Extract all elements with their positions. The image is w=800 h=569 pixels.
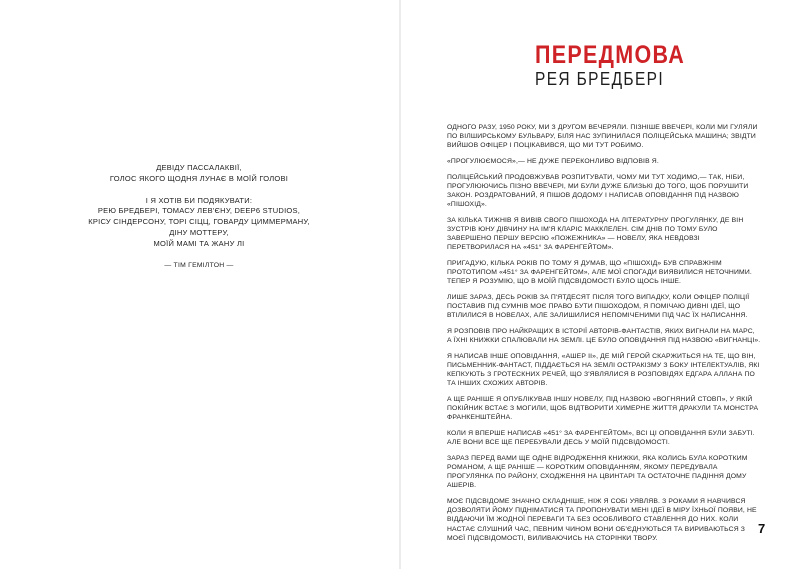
body-text bbox=[447, 123, 761, 549]
thanks-intro: І Я ХОТІВ БИ ПОДЯКУВАТИ: bbox=[145, 195, 253, 205]
paragraph: ПРИГАДУЮ, КІЛЬКА РОКІВ ПО ТОМУ Я ДУМАВ, ЩО «ПІШОХІД» БУВ СПРАВЖНІМ ПРОТОТИПОМ «451° ЗА ФАРЕНГЕЙТОМ», АЛЕ МОЇ СПОГАДИ ВИЯВИЛИСЯ НЕТОЧНИМИ. ТЕПЕР Я РОЗУМІЮ, ЩО В МОЇЙ ПІДСВІДОМОСТІ БУЛО ЩОСЬ ІНШЕ. bbox=[447, 260, 752, 286]
paragraph: ЛИШЕ ЗАРАЗ, ДЕСЬ РОКІВ ЗА П'ЯТДЕСЯТ ПІСЛЯ ТОГО ВИПАДКУ, КОЛИ ОФІЦЕР ПОЛІЦІЇ ПОСТАВИВ ПІД СУМНІВ МОЄ ПРАВО БУТИ ПІШОХОДОМ, Я ПОМІЧАЮ ДИВНІ ІДЕЇ, ЩО ВТІЛИЛИСЯ В НОВЕЛАХ, АЛЕ ЗАЛИШИЛИСЯ НЕПОМІЧЕНИМИ ПІД ЧАС ЇХ НАПИСАННЯ. bbox=[447, 294, 750, 320]
paragraph: КОЛИ Я ВПЕРШЕ НАПИСАВ «451° ЗА ФАРЕНГЕЙТОМ», ВСІ ЦІ ОПОВІДАННЯ БУЛИ ЗАБУТІ. АЛЕ ВОНИ ВСЕ ЩЕ ПЕРЕБУВАЛИ ДЕСЬ У МОЇЙ ПІДСВІДОМОСТІ. bbox=[447, 430, 755, 447]
paragraph: МОЄ ПІДСВІДОМЕ ЗНАЧНО СКЛАДНІШЕ, НІЖ Я СОБІ УЯВЛЯВ. З РОКАМИ Я НАВЧИВСЯ ДОЗВОЛЯТИ ЙОМУ ПІДНІМАТИСЯ ТА ПРОПОНУВАТИ МЕНІ ІДЕЇ В МІРУ ЇХНЬОЇ ПОЯВИ, НЕ ВІДДАЮЧИ ЇМ ЖОДНОЇ ПЕРЕВАГИ ТА БЕЗ ОСОБЛИВОГО СТАВЛЕННЯ ДО НИХ. КОЛИ НАСТАЄ СЛУШНИЙ ЧАС, ПЕВНИМ ЧИНОМ ВОНИ ОБ'ЄДНУЮТЬСЯ ТА ВИРИВАЮТЬСЯ З МОЄЇ ПІДСВІДОМОСТІ, ВИЛИВАЮЧИСЬ НА СТОРІНКИ ТВОРУ. bbox=[447, 498, 757, 542]
spacer bbox=[80, 185, 318, 196]
thanks-line: РЕЮ БРЕДБЕРІ, ТОМАСУ ЛЕВ'ЄНУ, DEEP6 STUDIOS, bbox=[97, 206, 301, 216]
paragraph: ЗА КІЛЬКА ТИЖНІВ Я ВИВІВ СВОГО ПІШОХОДА НА ЛІТЕРАТУРНУ ПРОГУЛЯНКУ, ДЕ ВІН ЗУСТРІВ ЮНУ ДІВЧИНУ НА ІМ'Я КЛАРІС МАККЛЕЛЕН. СІМ ДНІВ ПО ТОМУ БУЛО ЗАВЕРШЕНО ПЕРШУ ВЕРСІЮ «ПОЖЕЖНИКА» — НОВЕЛУ, ЯКА НЕВДОВЗІ ПЕРЕТВОРИЛАСЯ НА «451° ЗА ФАРЕНГЕЙТОМ». bbox=[447, 216, 744, 252]
page-title: ПЕРЕДМОВА bbox=[535, 41, 686, 69]
dedication bbox=[80, 163, 318, 271]
page-number: 7 bbox=[758, 521, 766, 536]
paragraph: А ЩЕ РАНІШЕ Я ОПУБЛІКУВАВ ІНШУ НОВЕЛУ, ПІД НАЗВОЮ «ВОГНЯНИЙ СТОВП», У ЯКІЙ ПОКІЙНИК ВСТАЄ З МОГИЛИ, ЩОБ ВІДТВОРИТИ ХИМЕРНЕ ЖИТТЯ ДРАКУЛИ ТА МОНСТРА ФРАНКЕНШТЕЙНА. bbox=[447, 396, 759, 422]
paragraph: Я НАПИСАВ ІНШЕ ОПОВІДАННЯ, «АШЕР II», ДЕ МІЙ ГЕРОЙ СКАРЖИТЬСЯ НА ТЕ, ЩО ВІН, ПИСЬМЕННИК-ФАНТАСТ, ПІДДАЄТЬСЯ НА ЗЕМЛІ ОСТРАКІЗМУ З БОКУ ІНТЕЛЕКТУАЛІВ, ЯКІ КЕПКУЮТЬ З ГРОТЕСКНИХ РЕЧЕЙ, ЩО З'ЯВЛЯЛИСЯ В РОЗПОВІДЯХ ЕДГАРА АЛЛАНА ПО ТА ІНШИХ СХОЖИХ АВТОРІВ. bbox=[447, 352, 760, 388]
thanks-line: ДІНУ МОТТЕРУ, bbox=[169, 227, 229, 237]
page-subtitle: РЕЯ БРЕДБЕРІ bbox=[535, 69, 665, 89]
thanks-line: МОЇЙ МАМІ ТА ЖАНУ ЛІ bbox=[153, 238, 245, 248]
paragraph: «ПРОГУЛЮЄМОСЯ»,— НЕ ДУЖЕ ПЕРЕКОНЛИВО ВІДПОВІВ Я. bbox=[447, 158, 659, 165]
paragraph: ОДНОГО РАЗУ, 1950 РОКУ, МИ З ДРУГОМ ВЕЧЕРЯЛИ. ПІЗНІШЕ ВВЕЧЕРІ, КОЛИ МИ ГУЛЯЛИ ПО ВІЛШИРСЬКОМУ БУЛЬВАРУ, БІЛЯ НАС ЗУПИНИЛАСЯ ПОЛІЦЕЙСЬКА МАШИНА; ЗВІДТИ ВИЙШОВ ОФІЦЕР І ПОЦІКАВИВСЯ, ЩО МИ ТУТ РОБИМО. bbox=[447, 124, 758, 150]
dedication-line: ДЕВІДУ ПАССАЛАКВІЇ, bbox=[156, 163, 242, 172]
left-page bbox=[0, 0, 399, 569]
right-page bbox=[401, 0, 800, 569]
thanks-line: КРІСУ СІНДЕРСОНУ, ТОРІ СІЦЦ, ГОВАРДУ ЦИММЕРМАНУ, bbox=[88, 217, 310, 227]
dedication-signature: — ТІМ ГЕМІЛТОН — bbox=[164, 261, 234, 269]
dedication-line: ГОЛОС ЯКОГО ЩОДНЯ ЛУНАЄ В МОЇЙ ГОЛОВІ bbox=[109, 173, 289, 183]
paragraph: ПОЛІЦЕЙСЬКИЙ ПРОДОВЖУВАВ РОЗПИТУВАТИ, ЧОМУ МИ ТУТ ХОДИМО,— ТАК, НІБИ, ПРОГУЛЮЮЧИСЬ ПІЗНО ВВЕЧЕРІ, МИ БУЛИ ДУЖЕ БЛИЗЬКІ ДО ТОГО, ЩОБ ПОРУШИТИ ЗАКОН. РОЗДРАТОВАНИЙ, Я ПІШОВ ДОДОМУ І НАПИСАВ ОПОВІДАННЯ ПІД НАЗВОЮ «ПІШОХІД». bbox=[447, 173, 749, 209]
paragraph: ЗАРАЗ ПЕРЕД ВАМИ ЩЕ ОДНЕ ВІДРОДЖЕННЯ КНИЖКИ, ЯКА КОЛИСЬ БУЛА КОРОТКИМ РОМАНОМ, А ЩЕ РАНІШЕ — КОРОТКИМ ОПОВІДАННЯМ, ЯКОМУ ПЕРЕДУВАЛА ПРОГУЛЯНКА ПО РАЙОНУ, СХОДЖЕННЯ НА ЦВИНТАРІ ТА ОСТАТОЧНЕ ПАДІННЯ ДОМУ АШЕРІВ. bbox=[447, 454, 748, 490]
paragraph: Я РОЗПОВІВ ПРО НАЙКРАЩИХ В ІСТОРІЇ АВТОРІВ-ФАНТАСТІВ, ЯКИХ ВИГНАЛИ НА МАРС, А ЇХНІ КНИЖКИ СПАЛЮВАЛИ НА ЗЕМЛІ. ЦЕ БУЛО ОПОВІДАННЯ ПІД НАЗВОЮ «ВИГНАНЦІ». bbox=[447, 328, 761, 345]
